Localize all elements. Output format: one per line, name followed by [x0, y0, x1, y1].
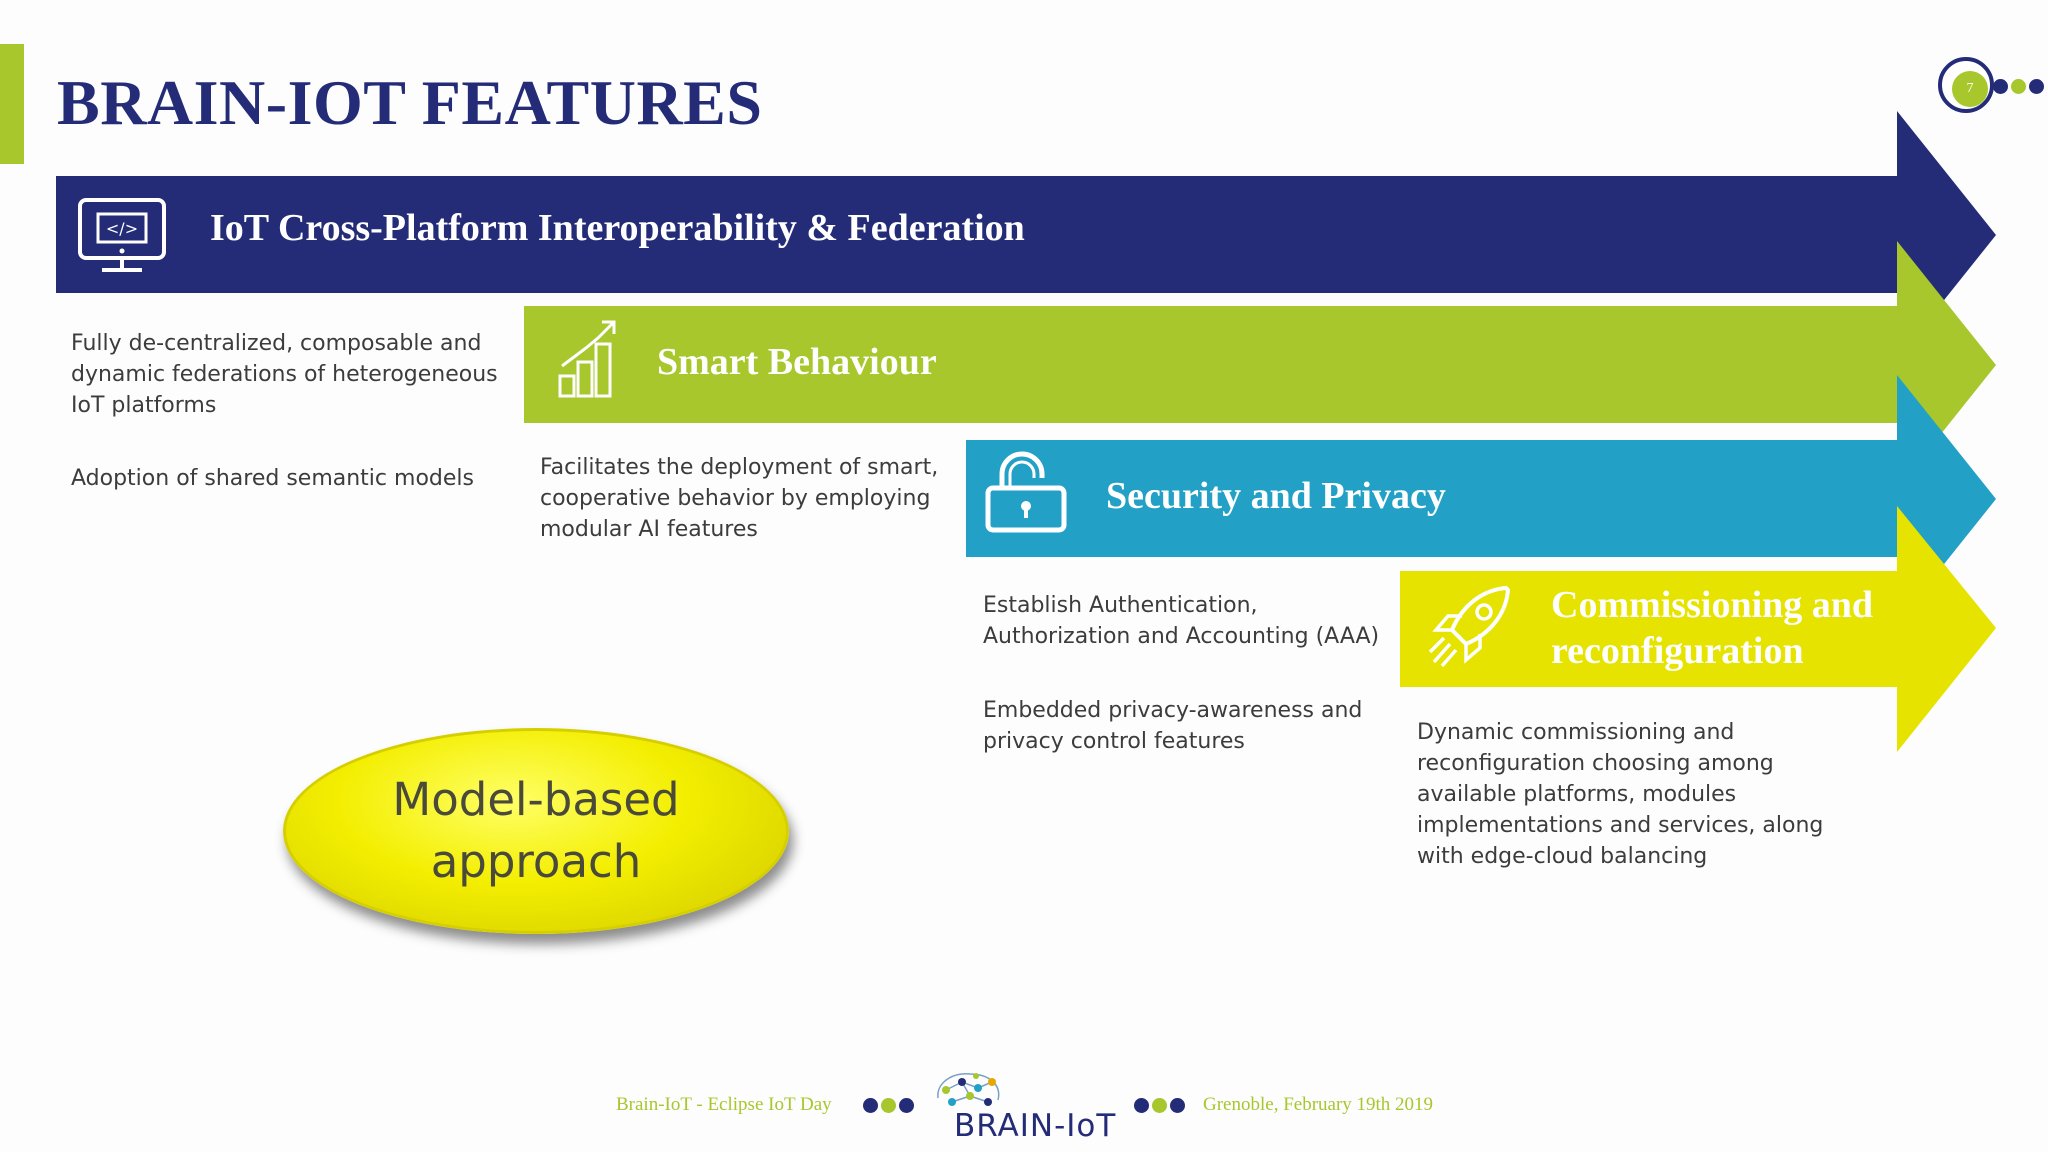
brain-iot-logo-text: BRAIN-IoT — [954, 1108, 1117, 1144]
footer-dot — [881, 1098, 896, 1113]
desc-line: modular AI features — [540, 517, 758, 542]
desc-line: IoT platforms — [71, 393, 217, 418]
desc-line: Adoption of shared semantic models — [71, 466, 474, 491]
padlock-icon — [984, 450, 1070, 534]
growth-chart-icon — [556, 318, 620, 400]
footer-location-date: Grenoble, February 19th 2019 — [1203, 1094, 1434, 1115]
feature-title-commissioning: Commissioning and reconfiguration — [1551, 584, 1874, 672]
desc-line: privacy control features — [983, 729, 1245, 754]
desc-line: Facilitates the deployment of smart, — [540, 455, 939, 480]
footer-dot — [899, 1098, 914, 1113]
desc-line: implementations and services, along — [1417, 813, 1824, 838]
footer-event: Brain-IoT - Eclipse IoT Day — [616, 1094, 832, 1115]
model-based-callout — [283, 728, 789, 934]
footer-dot — [1134, 1098, 1149, 1113]
desc-security-2 — [983, 695, 1362, 757]
feature-title-interoperability: IoT Cross-Platform Interoperability & Federation — [210, 207, 1025, 249]
desc-line: Dynamic commissioning and — [1417, 720, 1735, 745]
svg-text:</>: </> — [105, 219, 139, 238]
desc-line: Fully de-centralized, composable and — [71, 331, 482, 356]
feature-title-security: Security and Privacy — [1106, 475, 1446, 517]
desc-line: available platforms, modules — [1417, 782, 1737, 807]
desc-security-1 — [983, 590, 1379, 652]
footer-dot — [1170, 1098, 1185, 1113]
desc-line: Embedded privacy-awareness and — [983, 698, 1363, 723]
slide-title: BRAIN-IOT FEATURES — [57, 67, 763, 138]
desc-line: Establish Authentication, — [983, 593, 1258, 618]
desc-line: cooperative behavior by employing — [540, 486, 931, 511]
desc-line: with edge-cloud balancing — [1417, 844, 1708, 869]
desc-line: reconfiguration choosing among — [1417, 751, 1774, 776]
page-number: 7 — [1952, 71, 1988, 107]
desc-interoperability-1 — [71, 328, 498, 421]
footer-dot — [863, 1098, 878, 1113]
desc-line: Authorization and Accounting (AAA) — [983, 624, 1380, 649]
footer-dot — [1152, 1098, 1167, 1113]
desc-commissioning — [1417, 717, 1823, 872]
desc-smart-behaviour — [540, 452, 938, 545]
feature-title-smart-behaviour: Smart Behaviour — [657, 341, 937, 383]
desc-line: dynamic federations of heterogeneous — [71, 362, 498, 387]
rocket-icon — [1426, 582, 1516, 670]
desc-interoperability-2 — [71, 463, 474, 494]
monitor-code-icon — [76, 196, 172, 276]
callout-text: Model-based approach — [392, 773, 680, 888]
